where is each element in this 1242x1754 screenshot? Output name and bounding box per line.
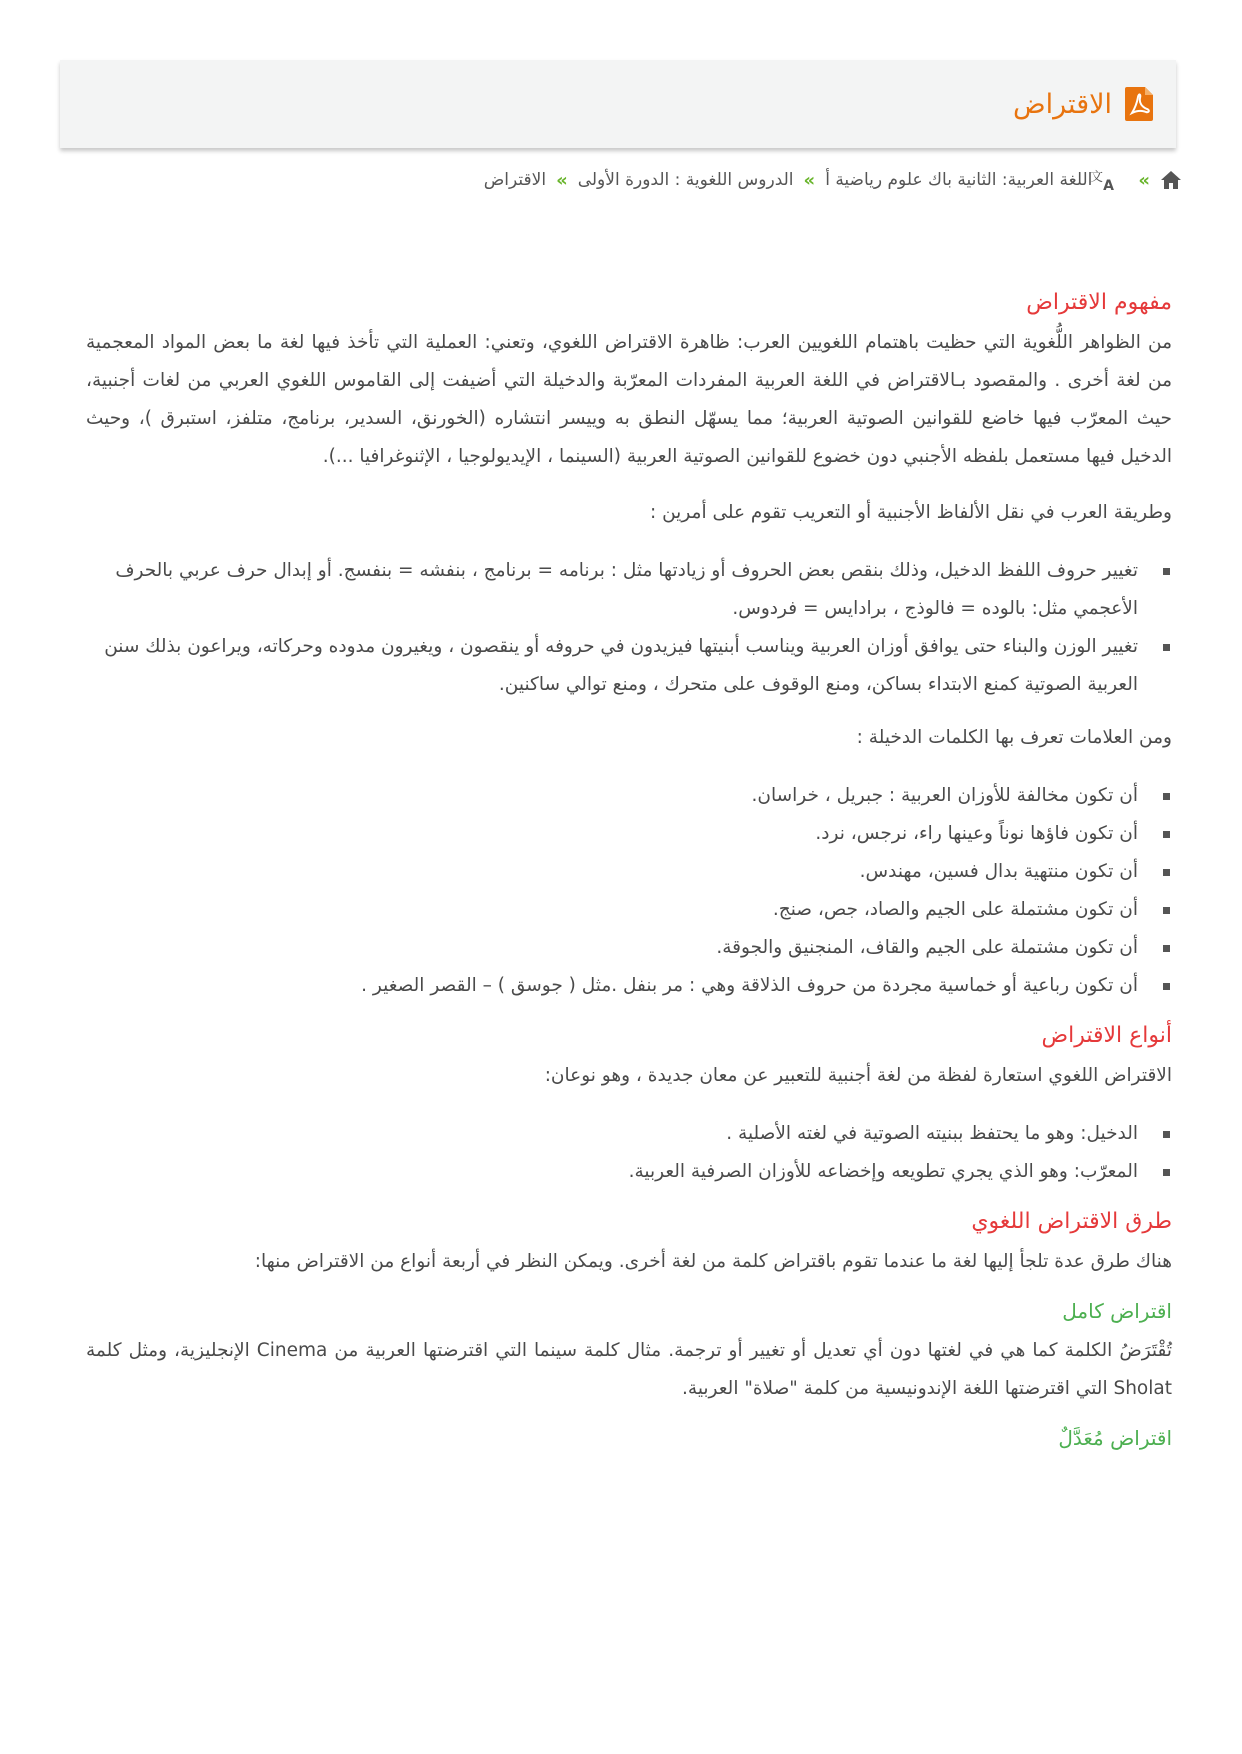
list-item: الدخيل: وهو ما يحتفظ ببنيته الصوتية في لغته الأصلية . <box>86 1115 1138 1153</box>
list-item: تغيير الوزن والبناء حتى يوافق أوزان العربية ويناسب أبنيتها فيزيدون في حروفه أو ينقصون ، ويغيرون مدوده وحركاته، ويراعون بذلك سنن العربية الصوتية كمنع الابتداء بساكن، ومنع الوقوف على متحرك ، ومنع توالي ساكنين. <box>86 628 1138 704</box>
list-item: أن تكون رباعية أو خماسية مجردة من حروف الذلاقة وهي : مر بنفل .مثل ( جوسق ) – القصر الصغير . <box>86 967 1138 1005</box>
section-heading-ways: طرق الاقتراض اللغوي <box>971 1209 1172 1234</box>
article-content <box>86 290 1172 1450</box>
home-icon[interactable] <box>1160 170 1182 190</box>
list-item: المعرّب: وهو الذي يجري تطويعه وإخضاعه للأوزان الصرفية العربية. <box>86 1153 1138 1191</box>
method-intro: وطريقة العرب في نقل الألفاظ الأجنبية أو التعريب تقوم على أمرين : <box>649 502 1172 523</box>
types-paragraph: الاقتراض اللغوي استعارة لفظة من لغة أجنبية للتعبير عن معان جديدة ، وهو نوعان: <box>544 1065 1172 1086</box>
section-heading-concept: مفهوم الاقتراض <box>1026 290 1172 315</box>
page-header <box>60 60 1176 148</box>
breadcrumb-link-lessons[interactable]: الدروس اللغوية : الدورة الأولى <box>577 170 794 190</box>
signs-intro: ومن العلامات تعرف بها الكلمات الدخيلة : <box>856 727 1172 748</box>
list-item: أن تكون فاؤها نوناً وعينها راء، نرجس، نرد. <box>86 815 1138 853</box>
breadcrumb-current: الاقتراض <box>483 170 547 190</box>
page-title: الاقتراض <box>1013 88 1112 120</box>
section-heading-types: أنواع الاقتراض <box>1041 1023 1172 1048</box>
subheading-full-borrowing: اقتراض كامل <box>1062 1299 1172 1323</box>
ways-paragraph: هناك طرق عدة تلجأ إليها لغة ما عندما تقوم باقتراض كلمة من لغة أخرى. ويمكن النظر في أربعة أنواع من الاقتراض منها: <box>254 1251 1172 1272</box>
breadcrumb-separator: » <box>556 169 568 191</box>
types-list <box>86 1115 1172 1191</box>
pdf-icon[interactable] <box>1124 86 1154 122</box>
list-item: أن تكون مشتملة على الجيم والصاد، جص، صنج. <box>86 891 1138 929</box>
signs-list <box>86 777 1172 1005</box>
list-item: أن تكون مشتملة على الجيم والقاف، المنجنيق والجوقة. <box>86 929 1138 967</box>
subheading-modified-borrowing: اقتراض مُعَدَّلٌ <box>1058 1426 1172 1450</box>
svg-text:文: 文 <box>1090 170 1104 185</box>
list-item: تغيير حروف اللفظ الدخيل، وذلك بنقص بعض الحروف أو زيادتها مثل : برنامه = برنامج ، بنفشه = بنفسج. أو إبدال حرف عربي بالحرف الأعجمي مثل: بالوده = فالوذج ، برادايس = فردوس. <box>86 552 1138 628</box>
breadcrumb-separator: » <box>803 169 816 191</box>
svg-text:A: A <box>1103 178 1115 194</box>
concept-paragraph: من الظواهر اللُّغوية التي حظيت باهتمام اللغويين العرب: ظاهرة الاقتراض اللغوي، وتعني: العملية التي تأخذ فيها لغة ما بعض المواد المعجمية من لغة أخرى . والمقصود بـالاقتراض في اللغة العربية المفردات المعرّبة والدخيلة التي أضيفت إلى القاموس اللغوي العربي من لغات أجنبية، حيث المعرّب فيها خاضع للقوانين الصوتية العربية؛ مما يسهّل النطق به وييسر انتشاره (الخورنق، السدير، برنامج، متلفز، استبرق )، وحيث الدخيل فيها مستعمل بلفظه الأجنبي دون خضوع للقوانين الصوتية العربية (السينما ، الإيديولوجيا ، الإثنوغرافيا ...). <box>86 332 1172 467</box>
list-item: أن تكون منتهية بدال فسين، مهندس. <box>86 853 1138 891</box>
breadcrumb <box>484 168 1182 192</box>
translate-icon <box>1090 168 1128 194</box>
full-borrowing-paragraph: تُقْتَرَضُ الكلمة كما هي في لغتها دون أي تعديل أو تغيير أو ترجمة. مثال كلمة سينما التي اقترضتها العربية من Cinema الإنجليزية، ومثل كلمة Sholat التي اقترضتها اللغة الإندونيسية من كلمة "صلاة" العربية. <box>86 1340 1172 1399</box>
list-item: أن تكون مخالفة للأوزان العربية : جبريل ، خراسان. <box>86 777 1138 815</box>
methods-list <box>86 552 1172 704</box>
breadcrumb-separator: » <box>1138 169 1150 191</box>
breadcrumb-link-subject[interactable]: اللغة العربية: الثانية باك علوم رياضية أ <box>825 170 1093 190</box>
